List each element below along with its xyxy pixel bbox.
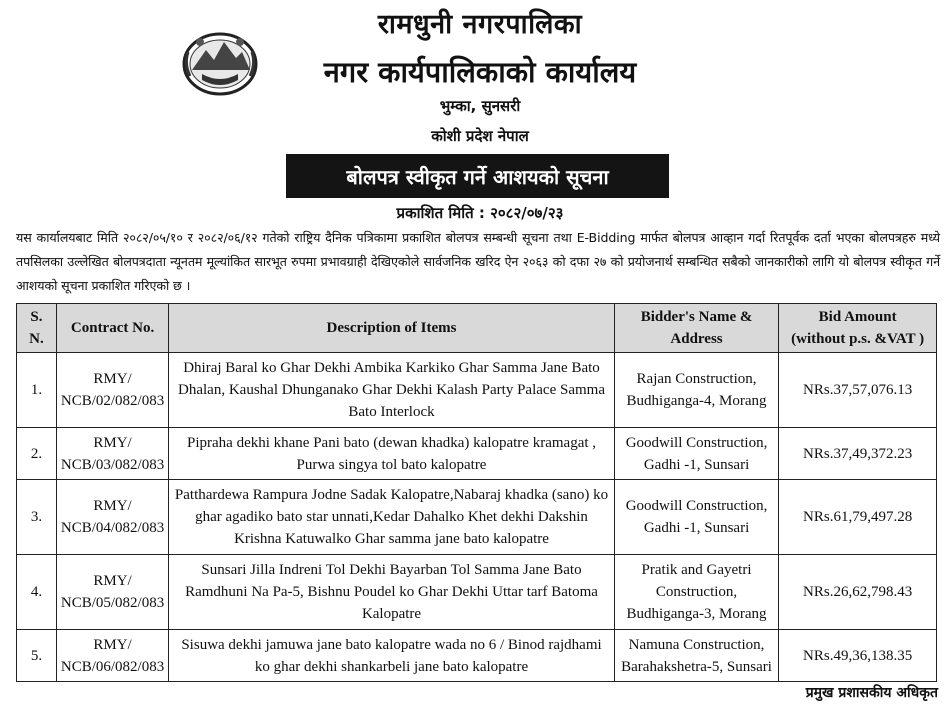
table-row — [17, 555, 937, 630]
cell-contract-no: RMY/ NCB/05/082/083 — [56, 555, 168, 630]
cell-description: Dhiraj Baral ko Ghar Dekhi Ambika Karkiko Ghar Samma Jane Bato Dhalan, Kaushal Dhunganako Ghar Dekhi Kalash Party Palace Samma Bato Interlock — [169, 353, 615, 428]
cell-bidder: Rajan Construction, Budhiganga-4, Morang — [614, 353, 779, 428]
cell-bidder: Goodwill Construction, Gadhi -1, Sunsari — [614, 480, 779, 555]
header-description: Description of Items — [169, 304, 615, 353]
header-bid-amount: Bid Amount (without p.s. &VAT ) — [779, 304, 937, 353]
cell-bid-amount: NRs.26,62,798.43 — [779, 555, 937, 630]
office-name: नगर कार्यपालिकाको कार्यालय — [323, 55, 637, 89]
table-row — [17, 353, 937, 428]
cell-bid-amount: NRs.37,57,076.13 — [779, 353, 937, 428]
header-sn: S. N. — [17, 304, 57, 353]
table-row — [17, 428, 937, 480]
cell-description: Sisuwa dekhi jamuwa jane bato kalopatre wada no 6 / Binod rajdhami ko ghar dekhi shankarbeli jane bato kalopatre — [169, 630, 615, 682]
cell-bid-amount: NRs.61,79,497.28 — [779, 480, 937, 555]
notice-title-banner — [286, 154, 669, 198]
cell-description: Sunsari Jilla Indreni Tol Dekhi Bayarban Tol Samma Jane Bato Ramdhuni Na Pa-5, Bishnu Poudel ko Ghar Dekhi Uttar tarf Batoma Kalopatre — [169, 555, 615, 630]
cell-contract-no: RMY/ NCB/04/082/083 — [56, 480, 168, 555]
cell-sn: 3. — [17, 480, 57, 555]
published-date: प्रकाशित मिति : २०८२/०७/२३ — [396, 204, 564, 222]
cell-bidder: Pratik and Gayetri Construction, Budhiganga-3, Morang — [614, 555, 779, 630]
notice-intro-paragraph: यस कार्यालयबाट मिति २०८२/०५/१० र २०८२/०६/१२ गतेको राष्ट्रिय दैनिक पत्रिकामा प्रकाशित बोलपत्र सम्बन्धी सूचना तथा E-Bidding मार्फत बोलपत्र आव्हान गर्दा रितपूर्वक दर्ता भएका बोलपत्रहरु मध्ये तपसिलका उल्लेखित बोलपत्रदाता न्यूनतम मूल्यांकित सारभूत रुपमा प्रभावग्राही देखिएकोले सार्वजनिक खरिद ऐन २०६३ को दफा २७ को प्रयोजनार्थ सम्बन्धित सबैको जानकारीको लागि यो बोलपत्र स्वीकृत गर्ने आशयको सूचना प्रकाशित गरिएको छ । — [16, 230, 940, 293]
header-contract-no: Contract No. — [56, 304, 168, 353]
province-name: कोशी प्रदेश नेपाल — [431, 127, 529, 145]
cell-sn: 5. — [17, 630, 57, 682]
award-table — [16, 303, 937, 682]
cell-description: Pipraha dekhi khane Pani bato (dewan khadka) kalopatre kramagat , Purwa singya tol bato kalopatre — [169, 428, 615, 480]
cell-contract-no: RMY/ NCB/02/082/083 — [56, 353, 168, 428]
table-row — [17, 480, 937, 555]
cell-bid-amount: NRs.37,49,372.23 — [779, 428, 937, 480]
cell-contract-no: RMY/ NCB/06/082/083 — [56, 630, 168, 682]
table-row — [17, 630, 937, 682]
header-bidder: Bidder's Name & Address — [614, 304, 779, 353]
table-header-row — [17, 304, 937, 353]
office-address: भुम्का, सुनसरी — [439, 97, 521, 115]
signatory-title: प्रमुख प्रशासकीय अधिकृत — [805, 685, 938, 701]
municipality-name: रामधुनी नगरपालिका — [377, 9, 583, 40]
cell-sn: 1. — [17, 353, 57, 428]
notice-title: बोलपत्र स्वीकृत गर्ने आशयको सूचना — [346, 164, 609, 189]
cell-sn: 4. — [17, 555, 57, 630]
cell-description: Patthardewa Rampura Jodne Sadak Kalopatre,Nabaraj khadka (sano) ko ghar agadiko bato star unnati,Kedar Dahalko Khet dekhi Dakshin Krishna Katuwalko Ghar samma jane bato kalopatre — [169, 480, 615, 555]
cell-bidder: Goodwill Construction, Gadhi -1, Sunsari — [614, 428, 779, 480]
cell-bid-amount: NRs.49,36,138.35 — [779, 630, 937, 682]
cell-sn: 2. — [17, 428, 57, 480]
cell-contract-no: RMY/ NCB/03/082/083 — [56, 428, 168, 480]
cell-bidder: Namuna Construction, Barahakshetra-5, Sunsari — [614, 630, 779, 682]
